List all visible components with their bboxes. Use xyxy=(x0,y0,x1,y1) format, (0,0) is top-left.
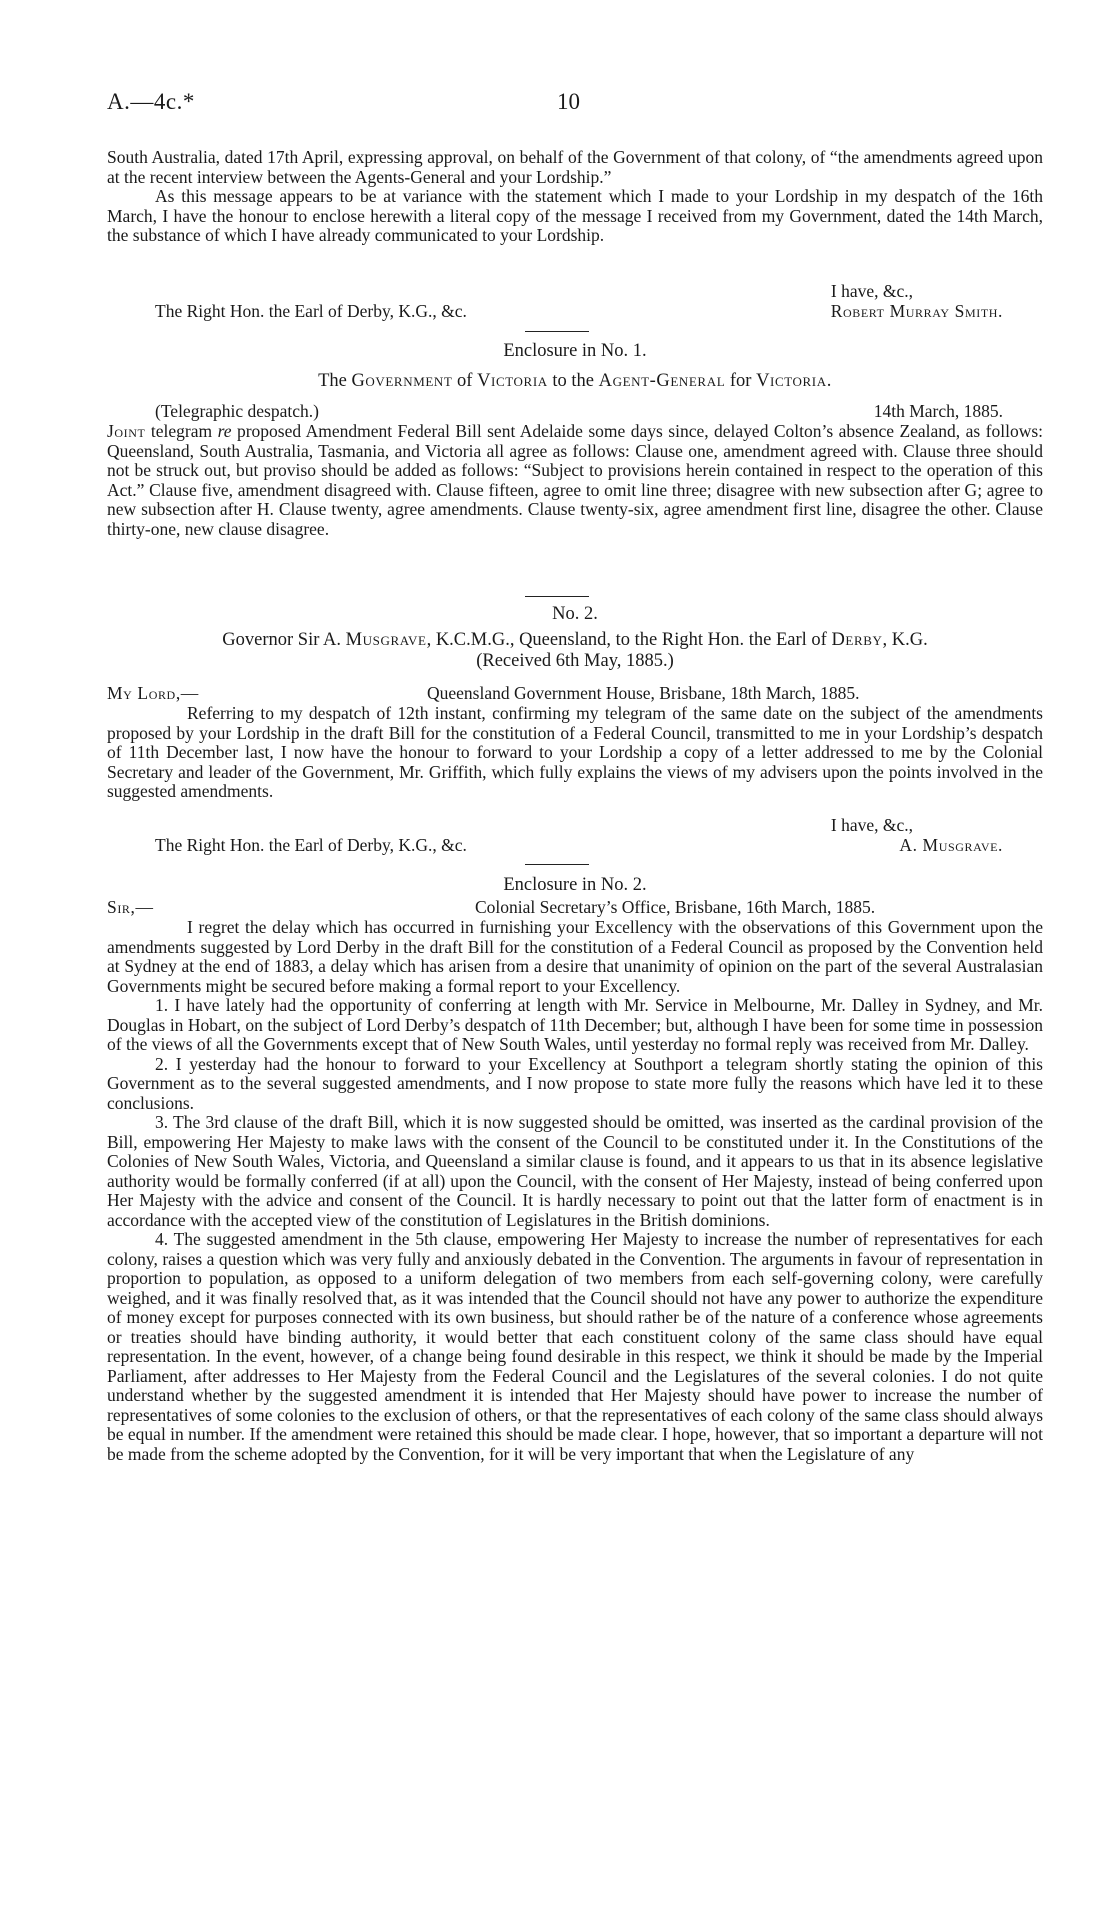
opening-closing xyxy=(107,282,1043,302)
divider xyxy=(0,331,1114,332)
addressee: The Right Hon. the Earl of Derby, K.G., &c. xyxy=(155,301,467,321)
place-date: Colonial Secretary’s Office, Brisbane, 16th March, 1885. xyxy=(475,897,876,917)
opening-signoff xyxy=(107,302,1043,322)
divider xyxy=(0,864,1114,865)
no2-heading: No. 2. xyxy=(552,604,598,624)
addressee: The Right Hon. the Earl of Derby, K.G., &c. xyxy=(155,835,467,855)
letter-paragraph-3: 3. The 3rd clause of the draft Bill, which it is now suggested should be omitted, was inserted as the cardinal provision of the Bill, empowering Her Majesty to make laws with the consent of the Council to be constituted under it. In the Constitutions of the Colonies of New South Wales, Victoria, and Queensland a similar clause is found, and it appears to us that in its absence legislative authority would be formally conferred (if at all) upon the Council, with the consent of Her Majesty, instead of being conferred upon Her Majesty with the advice and consent of the Council. It is hardly necessary to point out that the latter form of enactment is in accordance with the accepted view of the constitution of Legislatures in the British dominions. xyxy=(107,1112,1043,1230)
no2-title xyxy=(107,631,1043,651)
divider xyxy=(0,596,1114,597)
opening-section xyxy=(107,148,1043,246)
enclosure-2-heading: Enclosure in No. 2. xyxy=(503,875,647,895)
title-part: The xyxy=(318,371,347,391)
title-part: , K.G. xyxy=(882,630,928,650)
opening-paragraph-1: South Australia, dated 17th April, expressing approval, on behalf of the Government of that colony, of “the amendments agreed upon at the recent interview between the Agents-General and your Lordship.” xyxy=(107,147,1043,187)
place-date: Queensland Government House, Brisbane, 18th March, 1885. xyxy=(427,683,860,703)
letter-paragraph-4: 4. The suggested amendment in the 5th clause, empowering Her Majesty to increase the number of representatives for each colony, raises a question which was very fully and anxiously debated in the Convention. The arguments in favour of representation in proportion to population, as opposed to a uniform delegation of two members from each self-governing colony, were carefully weighed, and it was finally resolved that, as it was intended that the Council should not have any power to authorize the expenditure of money except for purposes connected with its own business, but should rather be of the nature of a conference whose agreements or treaties should have binding authority, it would better that each constituent colony of the same class should have equal representation. In the event, however, of a change being found desirable in this respect, we think it should be made by the Imperial Parliament, after addresses to Her Majesty from the Federal Council and the Legislatures of the several colonies. I do not quite understand whether by the suggested amendment it is intended that Her Majesty should have power to increase the number of representatives of some colonies to the exclusion of others, or that the representatives of each colony of the same class should always be equal in number. If the amendment were retained this should be made clear. I hope, however, that so important a departure will not be made from the scheme adopted by the Convention, for it will be very important that when the Legislature of any xyxy=(107,1229,1043,1464)
title-part: Derby xyxy=(831,630,883,650)
document-reference: A.—4c.* xyxy=(107,89,195,114)
salutation: My Lord,— xyxy=(107,683,199,703)
title-part: to the xyxy=(552,371,594,391)
no2-salutation-line xyxy=(107,684,1043,704)
no2-body xyxy=(107,704,1043,802)
no2-received: (Received 6th May, 1885.) xyxy=(476,651,674,671)
title-part: Government xyxy=(351,371,453,391)
title-part: Agent-General xyxy=(598,371,726,391)
title-part: Victoria xyxy=(477,371,548,391)
enclosure-1-body xyxy=(107,422,1043,539)
opening-paragraph-2: As this message appears to be at variance with the statement which I made to your Lordship in my despatch of the 16th March, I have the honour to enclose herewith a literal copy of the message I received from my Government, dated the 14th March, the substance of which I have already communicated to your Lordship. xyxy=(107,186,1043,245)
page-number: 10 xyxy=(557,89,580,114)
enclosure-2-salutation-line xyxy=(107,898,1043,918)
body-part: proposed Amendment Federal Bill sent Adelaide some days since, delayed Colton’s absence Zealand, as follows: Queensland, South Australia, Tasmania, and Victoria all agree as follows: Clause one, amendment agreed with. Clause three should not be struck out, but proviso should be added as follows: “Subject to provisions herein contained in respect to the operation of this Act.” Clause five, amendment disagreed with. Clause fifteen, agree to omit line three; disagree with new subsection after G; agree to new subsection after H. Clause twenty, agree amendments. Clause twenty-six, agree amendment first line, disagree the other. Clause thirty-one, new clause disagree. xyxy=(107,421,1043,539)
letter-paragraph-1: 1. I have lately had the opportunity of conferring at length with Mr. Service in Melbourne, Mr. Dalley in Sydney, and Mr. Douglas in Hobart, on the subject of Lord Derby’s despatch of 11th December; but, although I have been for some time in possession of the views of all the Governments except that of New South Wales, until yesterday no formal reply was received from Mr. Dalley. xyxy=(107,995,1043,1054)
no2-signoff xyxy=(107,836,1043,856)
title-part: of xyxy=(457,371,473,391)
title-part: Victoria. xyxy=(756,371,832,391)
closing-text: I have, &c., xyxy=(830,281,913,301)
body-part: re xyxy=(217,421,232,441)
title-part: , K.C.M.G., Queensland, to the Right Hon. the Earl of xyxy=(426,630,827,650)
no2-paragraph: Referring to my despatch of 12th instant, confirming my telegram of the same date on the subject of the amendments proposed by your Lordship in the draft Bill for the constitution of a Federal Council, transmitted to me in your Lordship’s despatch of 11th December last, I now have the honour to forward to your Lordship a copy of a letter addressed to me by the Colonial Secretary and leader of the Government, Mr. Griffith, which fully explains the views of my advisers upon the points involved in the suggested amendments. xyxy=(107,703,1043,801)
enclosure-1-dateline xyxy=(107,402,1043,422)
signature: Robert Murray Smith. xyxy=(830,301,1003,321)
body-part: telegram xyxy=(150,421,213,441)
title-part: Musgrave xyxy=(345,630,427,650)
closing-text: I have, &c., xyxy=(830,815,913,835)
telegram-date: 14th March, 1885. xyxy=(873,401,1003,421)
telegram-text xyxy=(107,422,1043,539)
letter-paragraph-2: 2. I yesterday had the honour to forward to your Excellency at Southport a telegram shortly stating the opinion of this Government as to the several suggested amendments, and I now propose to state more fully the reasons which have led it to these conclusions. xyxy=(107,1053,1043,1113)
no2-closing xyxy=(107,816,1043,836)
enclosure-1-heading: Enclosure in No. 1. xyxy=(503,341,647,361)
enclosure-2-body xyxy=(107,918,1043,1464)
lead-word: Joint xyxy=(107,421,146,441)
title-part: Governor Sir A. xyxy=(222,630,341,650)
signature: A. Musgrave. xyxy=(899,835,1003,855)
salutation: Sir,— xyxy=(107,897,154,917)
letter-paragraph-intro: I regret the delay which has occurred in furnishing your Excellency with the observations of this Government upon the amendments suggested by Lord Derby in the draft Bill for the constitution of a Federal Council as proposed by the Convention held at Sydney at the end of 1883, a delay which has arisen from a desire that unanimity of opinion on the part of the several Australasian Governments might be secured before making a formal report to your Excellency. xyxy=(107,917,1043,996)
title-part: for xyxy=(729,371,752,391)
telegraph-note: (Telegraphic despatch.) xyxy=(155,401,319,421)
enclosure-1-title xyxy=(107,372,1043,392)
